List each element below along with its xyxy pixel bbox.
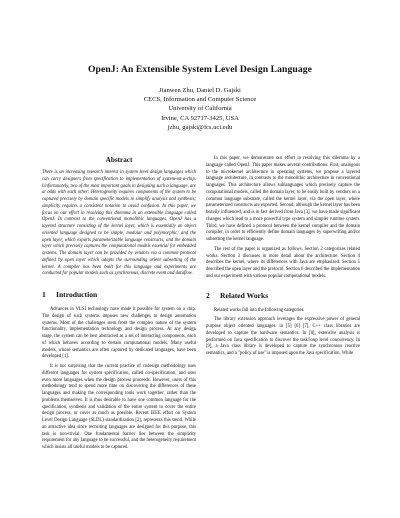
author-address: Irvine, CA 92717-3425, USA — [161, 114, 239, 122]
section-heading-related-works — [206, 291, 360, 300]
abstract-section — [42, 156, 196, 278]
author-block — [0, 86, 400, 132]
author-affiliation: CECS, Information and Computer Science — [143, 96, 257, 104]
section-heading-introduction — [42, 290, 196, 299]
right-column — [206, 156, 360, 361]
left-column — [42, 156, 196, 455]
author-university: University of California — [168, 105, 232, 113]
author-email: jzhu, gajski@ics.uci.edu — [167, 123, 233, 131]
abstract-text: There is an increasing research interest in system level design languages which can carry designers from specification to implementation of system-on-a-chip. Unfortunately, two of the most important goals in designing such a language, are at odds with each other: Heterogeneity requires components of the system to be captured precisely by domain specific models to simplify analysis and synthesis; simplicity requires a consistent notation to avoid confusion. In this paper, we focus on our effort in resolving this dilemma in an extensible language called OpenJ. In contrast to the conventional monolithic languages, OpenJ has a layered structure consisting of the kernel layer, which is essentially an object oriented language designed to be simple, modular and polymorphic; and the open layer, which exports parameterizable language constructs; and the domain layer which precisely captures the computational models essential for embedded systems. The domain layer can be provided by vendors via a common protocol defined by open layer which adapts the surrounding orient subsetting of the kernel. A compiler has been built for this language and experiments are conducted for popular models such as synchronous, discrete event and dataflow. — [42, 170, 196, 277]
section-title: Introduction — [56, 290, 98, 299]
related-paragraph-1: Related works fall into the following categories. — [214, 307, 305, 313]
intro-paragraph-1: Advances in VLSI technology have made it possible for system on a chip. The design of such systems imposes new challenges to design automation systems. Most of the challenges stem from the complex nature of the system functionality, implementation technology and design process. At any design stage, the system can be best abstracted as a set of interacting components, each of which behaves according to certain computational models. Many useful models, whose semantics are often captured by dedicated languages, have been developed [1]. — [42, 307, 196, 360]
section-number: 1 — [42, 290, 46, 299]
section-title: Related Works — [220, 290, 269, 300]
intro-paragraph-3: In this paper, we demonstrate our effort in resolving this dilemma by a language called OpenJ. This paper makes several contributions. First, analogous to the microkernel architecture in operating systems, we propose a layered language architecture, in contrasts to the monolithic architecture in conventional languages. This architecture allows sublanguages which precisely capture the computational models, called the domain layer, to be easily built by vendors on a common language substrate, called the kernel layer, via the open layer, where parameterized constructs are exported. Second, although the kernel layer has been heavily influenced, and is in fact derived from Java [3], we have made significant changes which lead to a more powerful type system and simpler runtime system. Third, we have defined a protocol between the kernel compiler and the domain compiler, in order to efficiently define domain languages by superwriting and/or subsetting the kernel language. — [206, 156, 360, 242]
intro-paragraph-2: It is not surprising that the current practice of codesign methodology uses different languages for system specification, called co-specification, and uses even more languages when the design process proceeds. However, users of this methodology tend to spend more time on discovering the differences of these languages and making the corresponding tools work together, rather than the problems themselves. It is thus desirable to have one common language for the specification, synthesis and validation of the entire system to cover the entire design process, or cover as much as possible. Recent IEEE effort on System Level Design Language (SLDL) standardization [2], represents this trend. While an attractive idea since recruiting languages are designed for this purpose, this task is non-trivial. One fundamental barrier lies between the simplicity requirement for any language to be successful, and the heterogeneity requirement which insists all useful models to be captured. — [42, 364, 196, 450]
author-names: Jianwen Zhu, Daniel D. Gajski — [159, 87, 241, 94]
paper-title: OpenJ: An Extensible System Level Design Language — [88, 64, 312, 75]
abstract-heading: Abstract — [105, 156, 133, 164]
section-number: 2 — [206, 290, 210, 300]
intro-paragraph-4: The rest of the paper is organized as follows. Section 2 categorizes related works. Section 3 discusses in more detail about the architecture. Section 4 describes the kernel, where its differences with Java are emphasized. Section 5 described the open layer and the protocol. Section 6 described the implementation and our experiment with various popular computational models. — [206, 246, 360, 279]
related-paragraph-2: The library extension approach leverages the expressive power of general purpose object oriented languages. in [5] [6] [7], C++ class libraries are developed to capture the hardware semantics. In [8], extensive analysis is performed on Java specification to discover the task/loop level concurrency. In [9], a Java class library is developed to capture the synchronous reactive semantics, and a "policy of use" is imposed upon the Java specification. While — [206, 317, 360, 356]
